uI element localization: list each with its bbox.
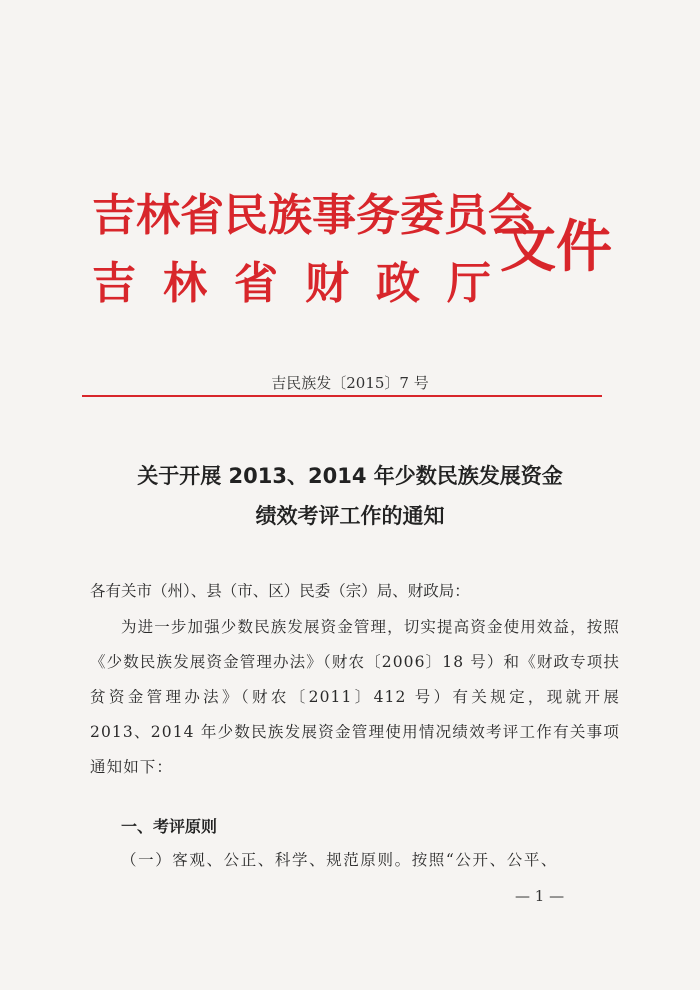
issuing-organization-2: 吉林省财政厅 <box>92 258 518 309</box>
issuing-organization-1: 吉林省民族事务委员会 <box>92 190 532 241</box>
document-title-line-1: 关于开展 2013、2014 年少数民族发展资金 <box>137 464 563 488</box>
salutation: 各有关市（州）、县（市、区）民委（宗）局、财政局： <box>90 582 470 600</box>
page-number: — 1 — <box>515 887 565 905</box>
body-paragraph: 为进一步加强少数民族发展资金管理，切实提高资金使用效益，按照《少数民族发展资金管理办法》（财农〔2006〕18 号）和《财政专项扶贫资金管理办法》（财农〔2011〕412 号）有关规定，现就开展 2013、2014 年少数民族发展资金管理使用情况绩效考评工作有关事项通知如下： <box>90 618 620 776</box>
red-divider-line <box>82 395 602 397</box>
document-number: 吉民族发〔2015〕7 号 <box>271 374 429 392</box>
section-heading: 一、考评原则 <box>121 817 218 836</box>
document-title-line-2: 绩效考评工作的通知 <box>255 504 445 528</box>
subsection-paragraph: （一）客观、公正、科学、规范原则。按照“公开、公平、 <box>121 851 559 869</box>
document-type-label: 文件 <box>500 215 612 280</box>
